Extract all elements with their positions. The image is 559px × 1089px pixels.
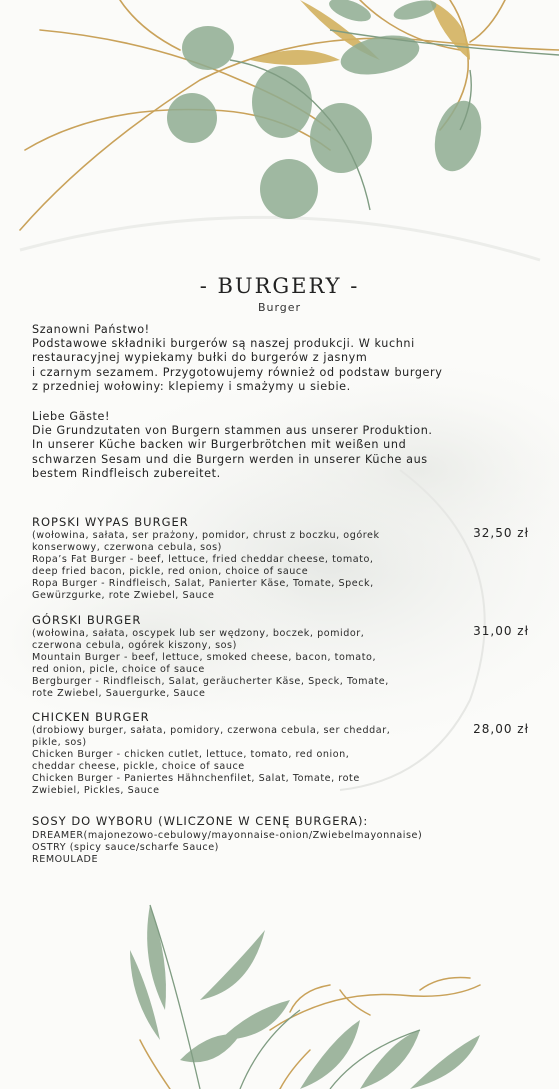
sauces-section [32, 813, 542, 866]
intro-line: bestem Rindfleisch zubereitet. [32, 466, 221, 480]
intro-line: Szanowni Państwo! [32, 323, 150, 336]
desc-line: (wołowina, sałata, oscypek lub ser wędzony, boczek, pomidor, [32, 628, 365, 639]
item-name: GÓRSKI BURGER [32, 613, 142, 627]
item-description [32, 725, 532, 798]
item-description [32, 530, 532, 603]
desc-line: (drobiowy burger, sałata, pomidory, czerwona cebula, ser cheddar, [32, 725, 391, 736]
sauce-item: OSTRY (spicy sauce/scharfe Sauce) [32, 842, 219, 854]
desc-line: konserwowy, czerwona cebula, sos) [32, 542, 222, 554]
item-name: ROPSKI WYPAS BURGER [32, 515, 189, 529]
item-price: 31,00 zł [473, 624, 529, 638]
sauce-item: REMOULADE [32, 854, 99, 866]
desc-line: Gewürzgurke, rote Zwiebel, Sauce [32, 590, 215, 602]
desc-line: pikle, sos) [32, 737, 87, 749]
sauce-item: DREAMER(majonezowo-cebulowy/mayonnaise-onion/Zwiebelmayonnaise) [32, 830, 423, 841]
item-name: CHICKEN BURGER [32, 710, 150, 724]
item-description [32, 628, 532, 701]
intro-line: Die Grundzutaten von Burgern stammen aus unserer Produktion. [32, 424, 433, 438]
desc-line: Chicken Burger - chicken cutlet, lettuce, tomato, red onion, [32, 749, 350, 761]
item-price: 32,50 zł [473, 526, 529, 540]
desc-line: (wołowina, sałata, ser prażony, pomidor, chrust z boczku, ogórek [32, 530, 380, 541]
menu-item-chicken-burger [32, 709, 532, 798]
intro-line: restauracyjnej wypiekamy bułki do burgerów z jasnym [32, 351, 368, 365]
intro-polish [32, 323, 532, 394]
item-price: 28,00 zł [473, 722, 529, 736]
desc-line: deep fried bacon, pickle, red onion, choice of sauce [32, 566, 309, 578]
intro-line: Liebe Gäste! [32, 410, 111, 423]
page-title: - BURGERY - [199, 274, 360, 298]
desc-line: rote Zwiebel, Sauergurke, Sauce [32, 688, 206, 700]
intro-line: Podstawowe składniki burgerów są naszej produkcji. W kuchni [32, 337, 415, 351]
desc-line: Ropa’s Fat Burger - beef, lettuce, fried cheddar cheese, tomato, [32, 554, 374, 566]
desc-line: Bergburger - Rindfleisch, Salat, geräucherter Käse, Speck, Tomate, [32, 676, 389, 688]
desc-line: Mountain Burger - beef, lettuce, smoked cheese, bacon, tomato, [32, 652, 377, 664]
sauces-title: SOSY DO WYBORU (WLICZONE W CENĘ BURGERA): [32, 814, 369, 828]
menu-item-gorski-burger [32, 612, 532, 701]
desc-line: czerwona cebula, ogórek kiszony, sos) [32, 640, 237, 652]
desc-line: cheddar cheese, pickle, choice of sauce [32, 761, 245, 773]
desc-line: Chicken Burger - Paniertes Hähnchenfilet, Salat, Tomate, rote [32, 773, 360, 785]
intro-line: i czarnym sezamem. Przygotowujemy również od podstaw burgery [32, 365, 443, 379]
intro-line: z przedniej wołowiny: klepiemy i smażymy u siebie. [32, 379, 351, 393]
desc-line: Zwiebiel, Pickles, Sauce [32, 785, 160, 797]
intro-german [32, 410, 532, 481]
intro-line: In unserer Küche backen wir Burgerbrötchen mit weißen und [32, 438, 407, 452]
menu-item-ropski-wypas-burger [32, 514, 532, 603]
page-subtitle: Burger [257, 301, 302, 314]
desc-line: red onion, picle, choice of sauce [32, 664, 205, 676]
intro-line: schwarzen Sesam und die Burgern werden in unserer Küche aus [32, 452, 428, 466]
desc-line: Ropa Burger - Rindfleisch, Salat, Panierter Käse, Tomate, Speck, [32, 578, 374, 590]
